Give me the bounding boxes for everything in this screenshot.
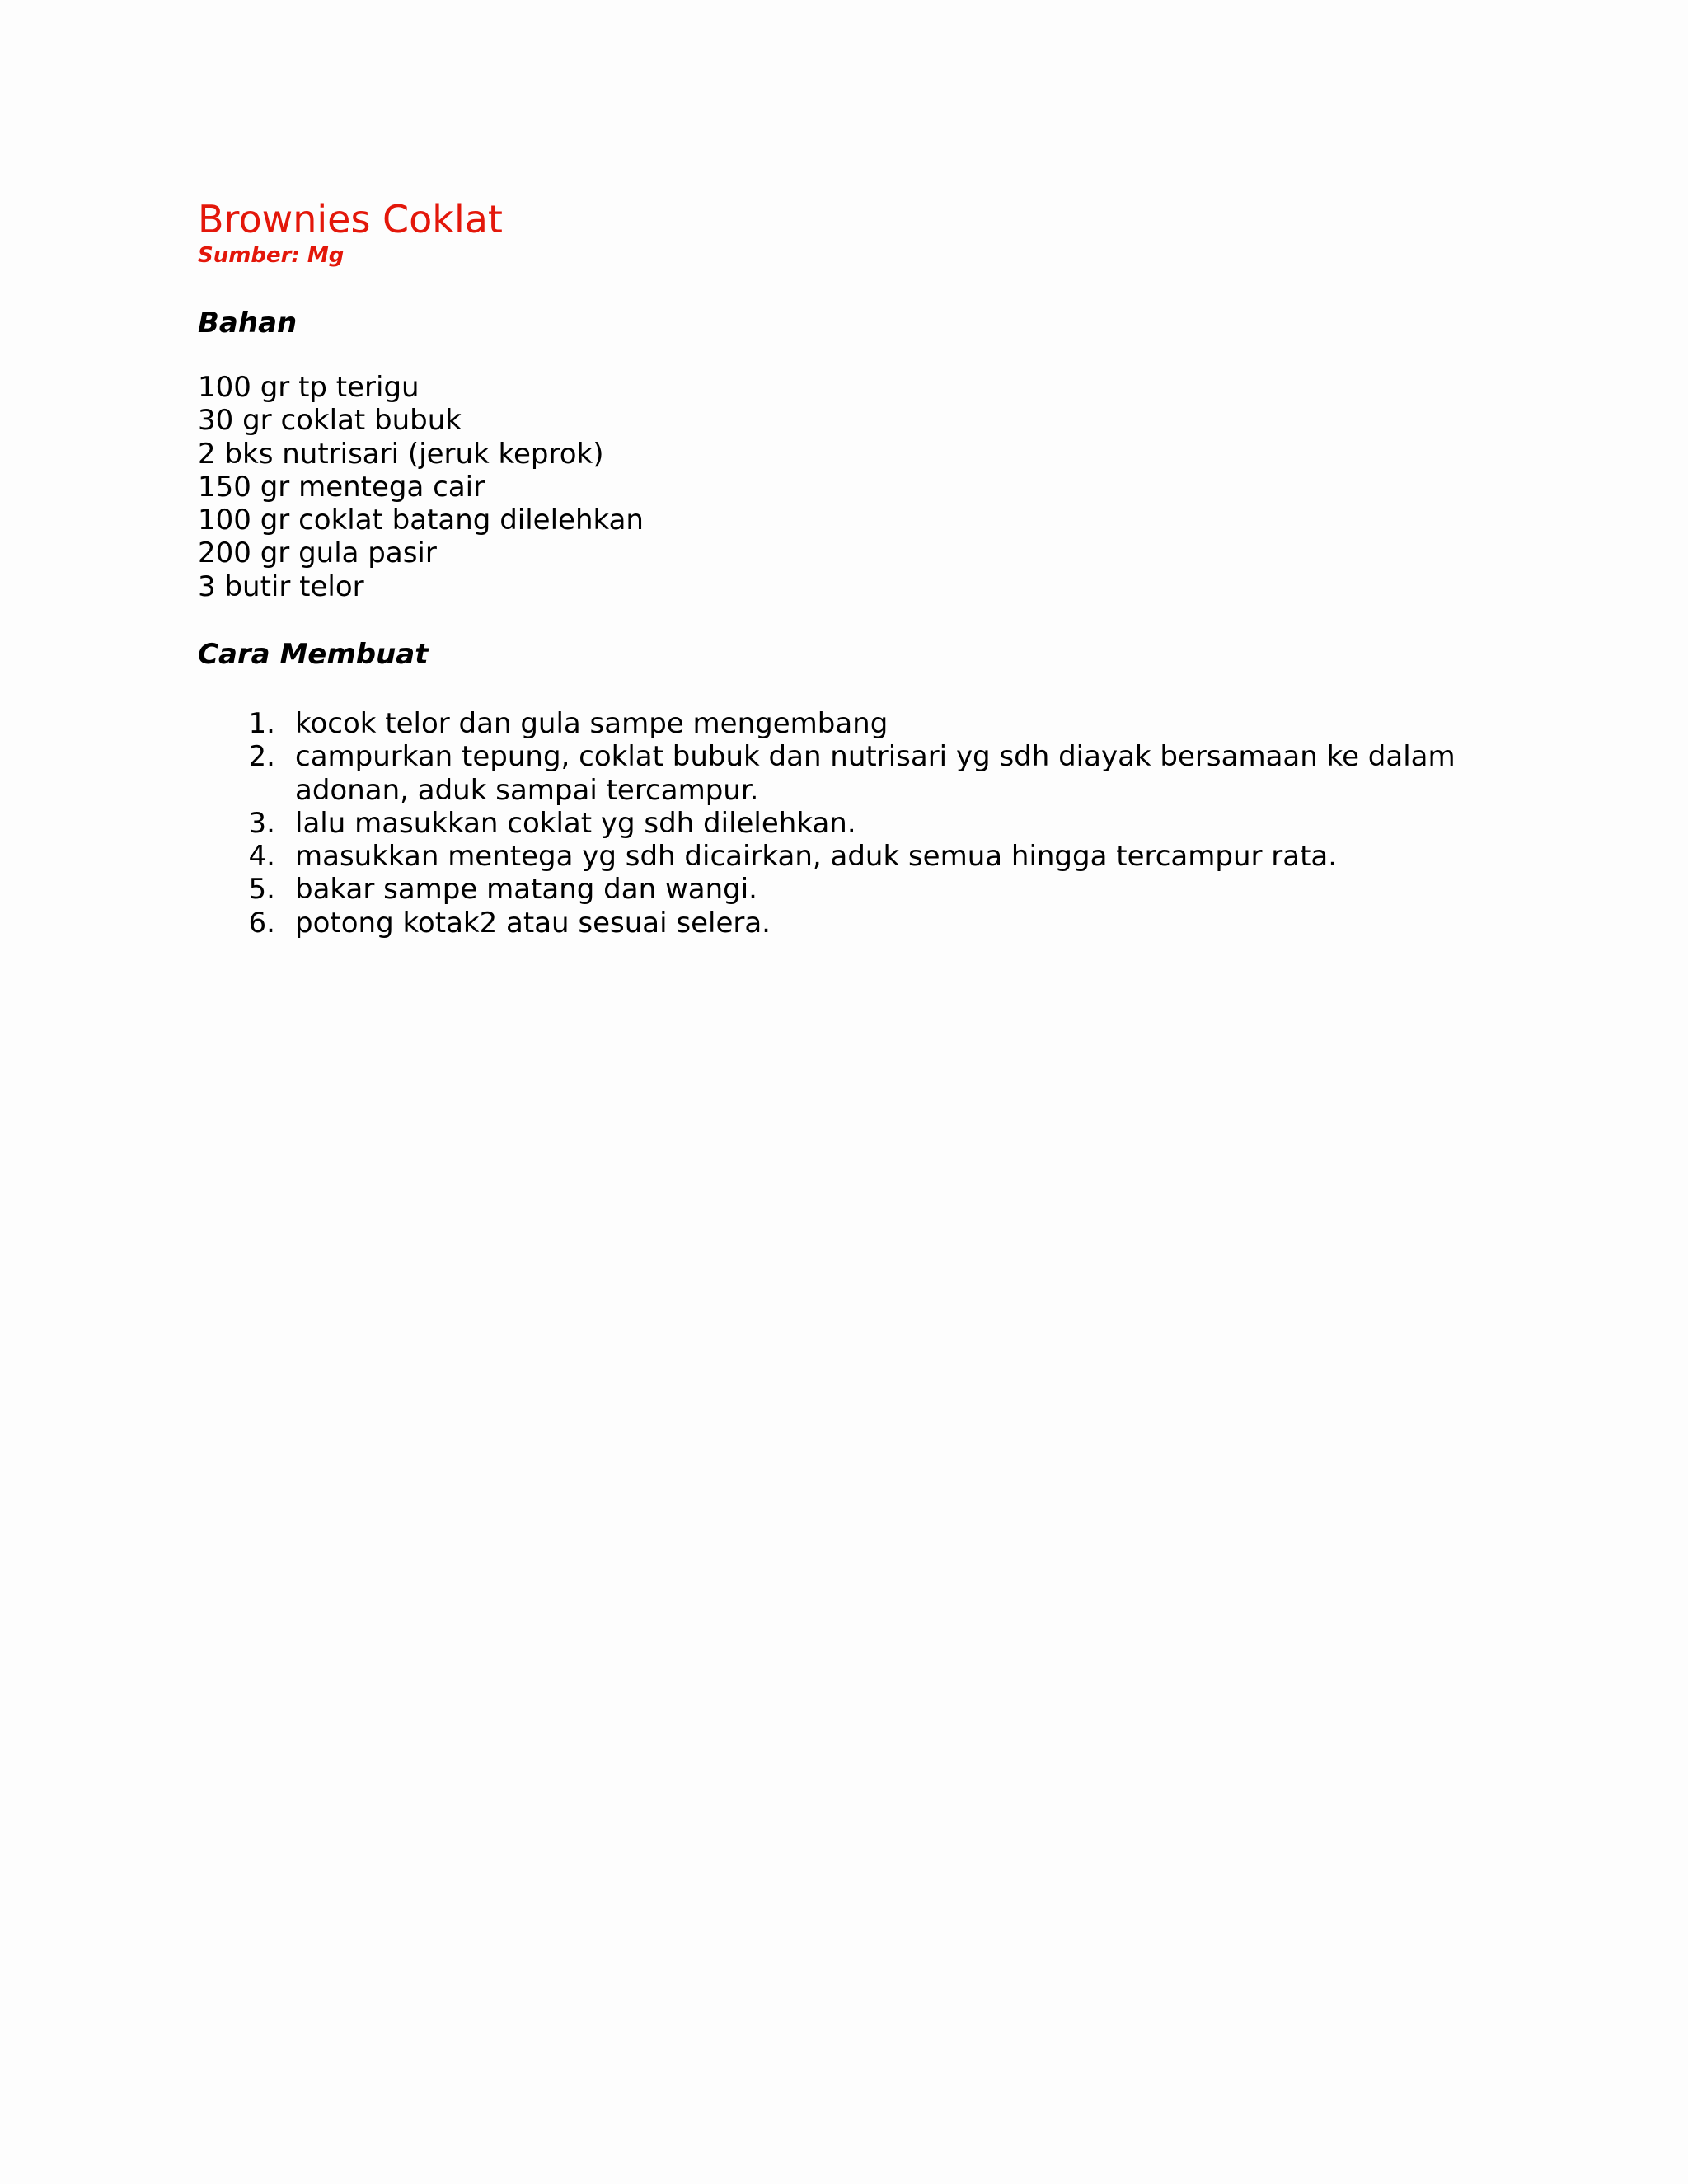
recipe-title: Brownies Coklat bbox=[198, 197, 503, 241]
step-number: 3. bbox=[248, 806, 275, 840]
step-number: 1. bbox=[248, 707, 275, 740]
step-text: potong kotak2 atau sesuai selera. bbox=[295, 906, 771, 940]
method-heading: Cara Membuat bbox=[198, 638, 429, 671]
ingredient-item: 3 butir telor bbox=[198, 569, 364, 603]
step-text: bakar sampe matang dan wangi. bbox=[295, 873, 757, 907]
step-number: 2. bbox=[248, 740, 275, 774]
ingredient-item: 2 bks nutrisari (jeruk keprok) bbox=[198, 437, 604, 471]
step-number: 6. bbox=[248, 906, 275, 940]
ingredients-heading: Bahan bbox=[198, 307, 298, 340]
step-text: kocok telor dan gula sampe mengembang bbox=[295, 707, 889, 740]
ingredient-item: 150 gr mentega cair bbox=[198, 470, 485, 504]
step-item bbox=[198, 807, 1484, 840]
recipe-source: Sumber: Mg bbox=[198, 243, 345, 268]
step-number: 5. bbox=[248, 873, 275, 907]
ingredient-item: 200 gr gula pasir bbox=[198, 537, 437, 570]
steps-list bbox=[198, 707, 1484, 940]
ingredient-item: 100 gr coklat batang dilelehkan bbox=[198, 504, 644, 537]
step-number: 4. bbox=[248, 840, 275, 874]
step-text: campurkan tepung, coklat bubuk dan nutrisari yg sdh diayak bersamaan ke dalam adonan, aduk sampai tercampur. bbox=[295, 740, 1456, 807]
ingredient-item: 30 gr coklat bubuk bbox=[198, 404, 462, 438]
ingredients-list bbox=[198, 371, 644, 603]
step-text: masukkan mentega yg sdh dicairkan, aduk semua hingga tercampur rata. bbox=[295, 840, 1338, 874]
step-item bbox=[198, 840, 1484, 873]
ingredient-item: 100 gr tp terigu bbox=[198, 371, 420, 404]
step-item bbox=[198, 873, 1484, 906]
step-item bbox=[198, 707, 1484, 740]
step-item bbox=[198, 740, 1484, 807]
step-text: lalu masukkan coklat yg sdh dilelehkan. bbox=[295, 806, 856, 840]
step-item bbox=[198, 907, 1484, 940]
